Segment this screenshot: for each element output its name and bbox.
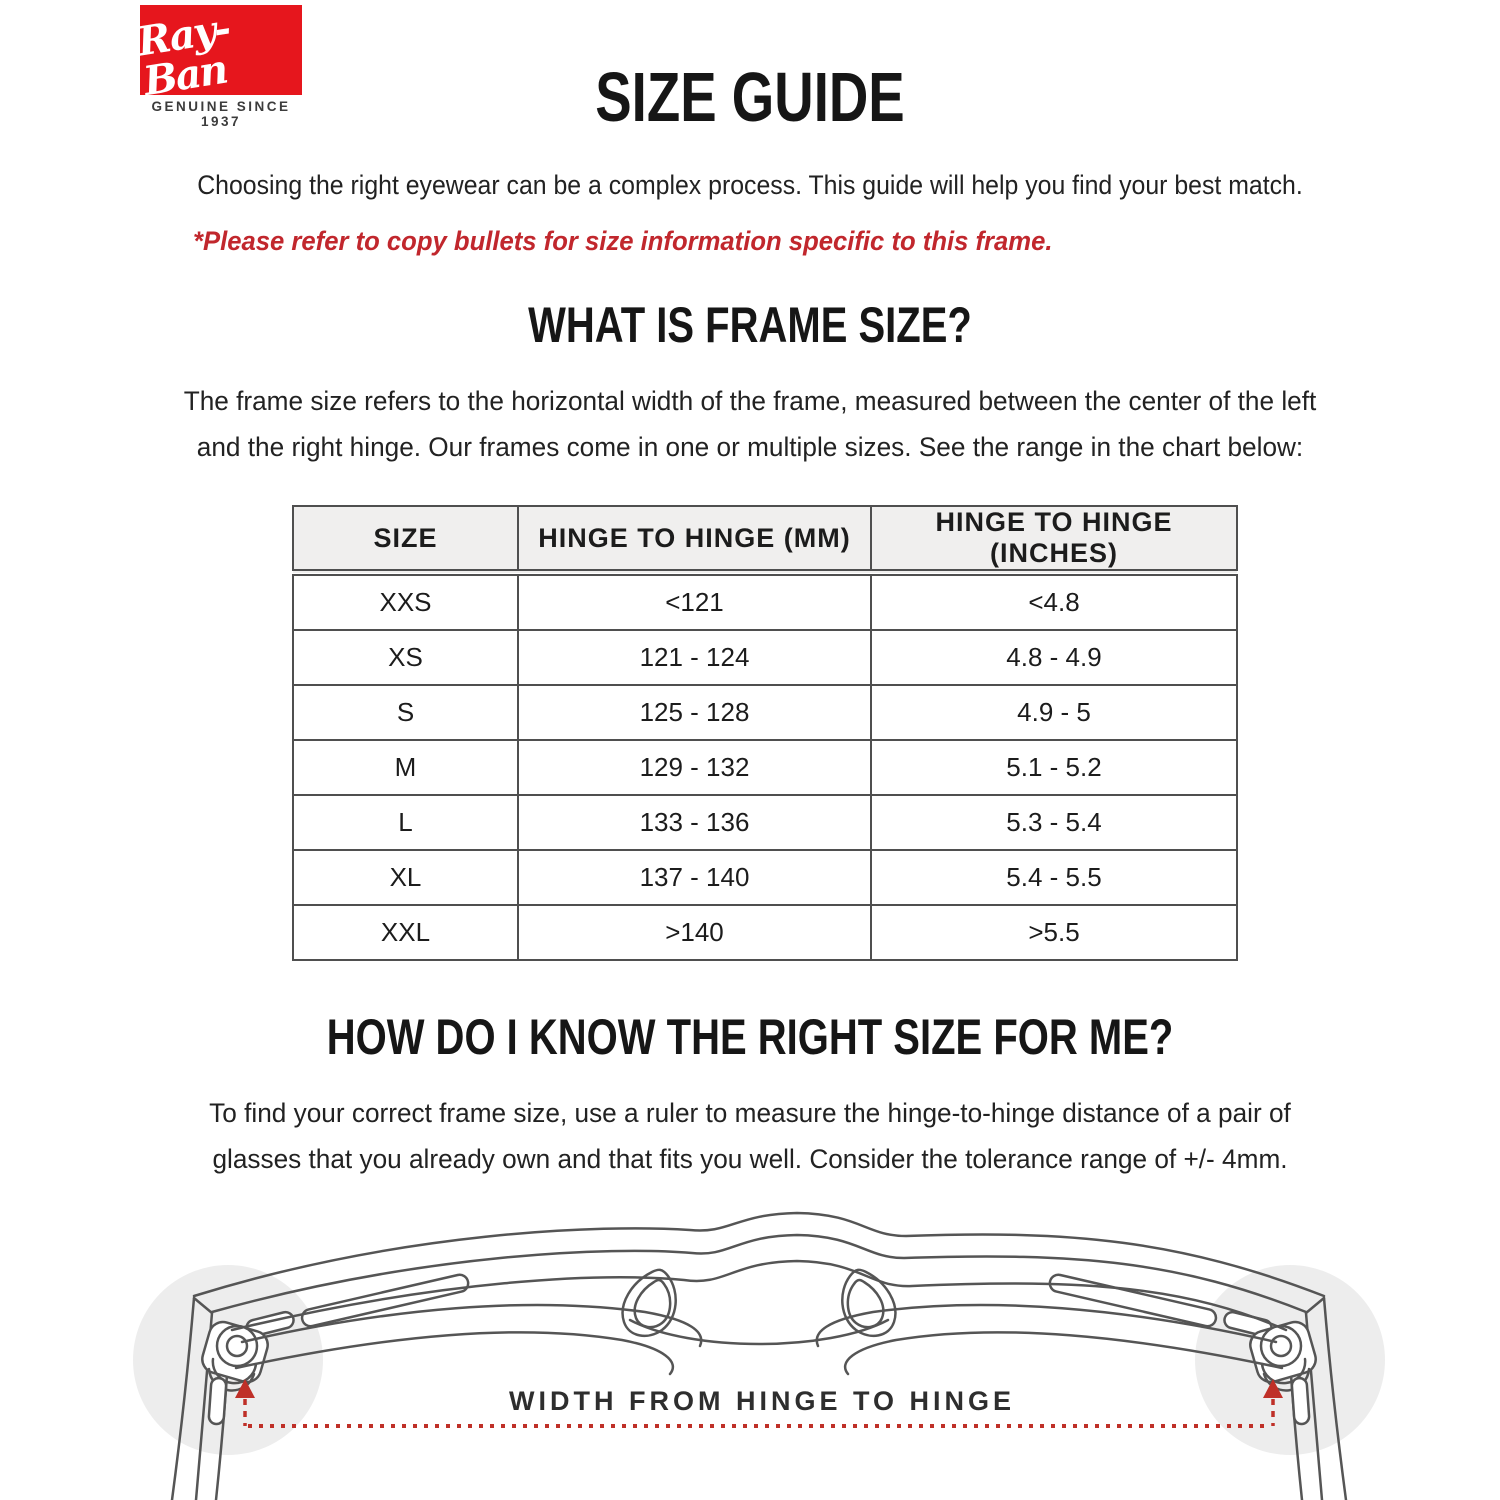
size-table-cell: XXS: [293, 573, 518, 631]
size-table-cell: XS: [293, 630, 518, 685]
frame-size-line2: and the right hinge. Our frames come in one or multiple sizes. See the range in the chart below:: [196, 432, 1304, 462]
intro-text: Choosing the right eyewear can be a complex process. This guide will help you find your best match.: [197, 170, 1303, 200]
size-table-cell: M: [293, 740, 518, 795]
size-table-cell: L: [293, 795, 518, 850]
size-table-cell: S: [293, 685, 518, 740]
right-hinge-assembly: [817, 1265, 1385, 1500]
size-table-row: [293, 573, 1237, 631]
size-table-row: [293, 740, 1237, 795]
page-title: SIZE GUIDE: [595, 58, 905, 136]
size-table-cell: 4.8 - 4.9: [871, 630, 1237, 685]
frame-size-paragraph: [168, 378, 1332, 470]
rayban-logo-text: Ray-Ban: [134, 4, 233, 106]
frame-size-line1: The frame size refers to the horizontal width of the frame, measured between the center of the left: [183, 386, 1317, 416]
left-hinge-assembly: [133, 1265, 701, 1500]
size-table-row: [293, 850, 1237, 905]
size-table-header-cell: HINGE TO HINGE (MM): [518, 506, 871, 573]
size-table-cell: <121: [518, 573, 871, 631]
size-table-cell: >140: [518, 905, 871, 960]
size-table: [292, 505, 1238, 961]
size-table-header-cell: SIZE: [293, 506, 518, 573]
size-table-cell: 121 - 124: [518, 630, 871, 685]
glasses-top-view-illustration: [0, 1180, 1500, 1500]
right-size-heading: HOW DO I KNOW THE RIGHT SIZE FOR ME?: [326, 1009, 1174, 1065]
size-table-cell: 133 - 136: [518, 795, 871, 850]
size-table-header-cell: HINGE TO HINGE (INCHES): [871, 506, 1237, 573]
size-table-cell: <4.8: [871, 573, 1237, 631]
diagram-label: WIDTH FROM HINGE TO HINGE: [509, 1386, 1015, 1416]
brand-tagline: GENUINE SINCE 1937: [151, 99, 291, 129]
size-table-row: [293, 685, 1237, 740]
glasses-hinge-diagram: [0, 1180, 1500, 1500]
size-table-cell: XL: [293, 850, 518, 905]
frame-note: *Please refer to copy bullets for size information specific to this frame.: [193, 226, 1053, 256]
size-table-body: [293, 573, 1237, 961]
size-table-cell: XXL: [293, 905, 518, 960]
size-table-row: [293, 905, 1237, 960]
nose-pads: [623, 1270, 896, 1336]
frame-size-heading: WHAT IS FRAME SIZE?: [528, 297, 972, 353]
frame-browline: [194, 1213, 1324, 1344]
size-table-header-row: [293, 506, 1237, 573]
size-table-cell: 125 - 128: [518, 685, 871, 740]
right-size-line2: glasses that you already own and that fits you well. Consider the tolerance range of +/- 4mm.: [212, 1144, 1288, 1174]
right-size-line1: To find your correct frame size, use a ruler to measure the hinge-to-hinge distance of a pair of: [209, 1098, 1291, 1128]
size-table-row: [293, 630, 1237, 685]
size-table-cell: 5.4 - 5.5: [871, 850, 1237, 905]
size-table-row: [293, 795, 1237, 850]
size-table-cell: 129 - 132: [518, 740, 871, 795]
size-table-cell: 5.3 - 5.4: [871, 795, 1237, 850]
right-size-paragraph: [178, 1090, 1323, 1182]
size-table-cell: 137 - 140: [518, 850, 871, 905]
size-table-cell: 5.1 - 5.2: [871, 740, 1237, 795]
size-table-cell: 4.9 - 5: [871, 685, 1237, 740]
hinge-screw-inner: [227, 1336, 247, 1356]
size-table-cell: >5.5: [871, 905, 1237, 960]
